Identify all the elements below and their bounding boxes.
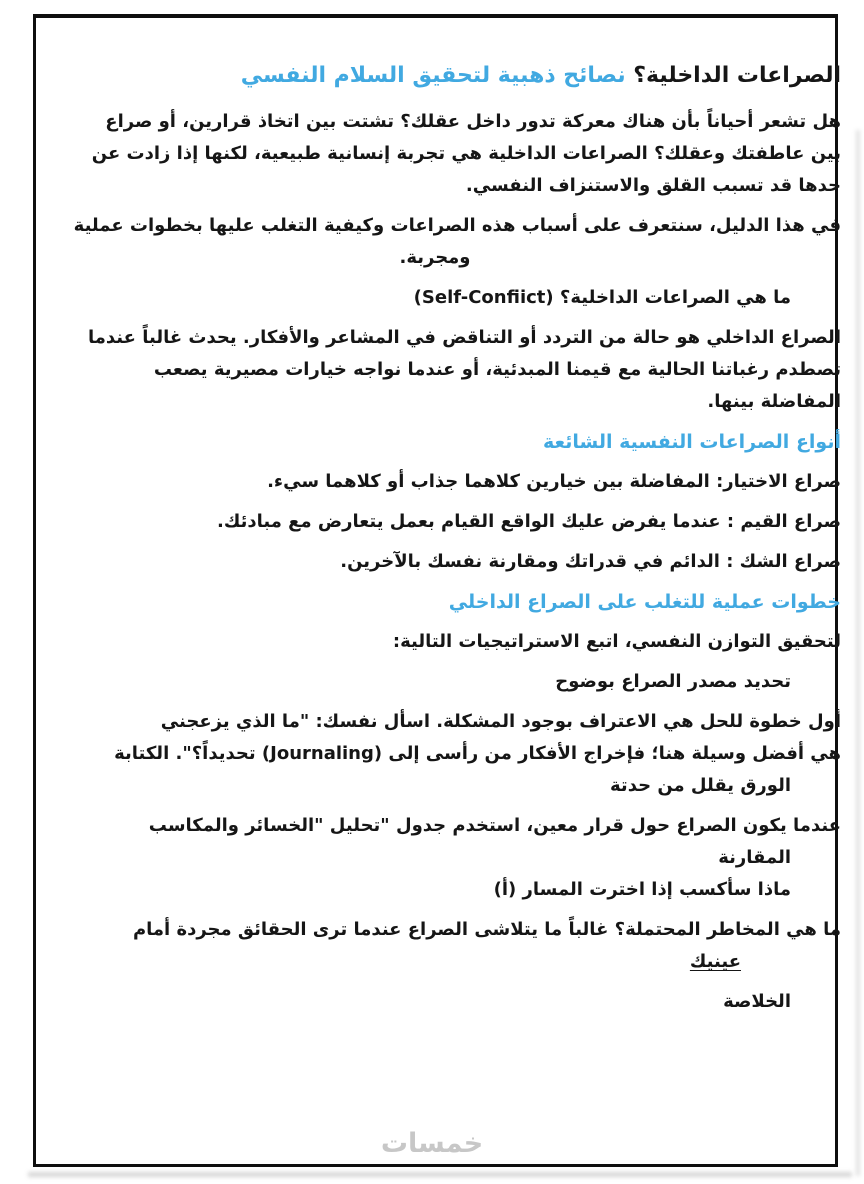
types-heading (29, 426, 841, 458)
step-identify-source-line-1: تحديد مصدر الصراع بوضوح (555, 671, 791, 692)
analysis-paragraph-line-3: ماذا سأكسب إذا اخترت المسار (أ) (493, 879, 791, 900)
types-heading-line-1: أنواع الصراعات النفسية الشائعة (543, 431, 841, 453)
analysis-paragraph-line-1: عندما يكون الصراع حول قرار معين، استخدم جدول "تحليل "الخسائر والمكاسب (148, 815, 841, 836)
page-title (29, 56, 841, 96)
journaling-paragraph (29, 706, 841, 802)
page-shadow-right (856, 130, 860, 1176)
conflict-type-choice-line-1: صراع الاختيار: المفاضلة بين خيارين كلاهما جذاب أو كلاهما سيء. (267, 471, 841, 492)
definition-paragraph-line-3: المفاضلة بينها. (707, 391, 841, 412)
definition-paragraph-line-2: تصطدم رغباتنا الحالية مع قيمنا المبدئية، أو عندما نواجه خيارات مصيرية يصعب (153, 359, 841, 380)
document-flow (29, 106, 841, 1018)
journaling-paragraph-line-3: الورق يقلل من حدتة (610, 775, 791, 796)
definition-question-line-1: ما هي الصراعات الداخلية؟ (Self-Confiict) (413, 287, 791, 308)
analysis-paragraph (29, 810, 841, 906)
journaling-paragraph-line-1: أول خطوة للحل هي الاعتراف بوجود المشكلة. اسأل نفسك: "ما الذي يزعجني (160, 711, 841, 732)
summary-line-line-1: الخلاصة (723, 991, 791, 1012)
definition-question (29, 282, 841, 314)
conflict-type-doubt-line-1: صراع الشك : الدائم في قدراتك ومقارنة نفسك بالآخرين. (340, 551, 841, 572)
conflict-type-values (29, 506, 841, 538)
summary-line (29, 986, 841, 1018)
guide-paragraph-line-1: في هذا الدليل، سنتعرف على أسباب هذه الصراعات وكيفية التغلب عليها بخطوات عملية (73, 215, 841, 236)
journaling-paragraph-line-2: هي أفضل وسيلة هنا؛ فإخراج الأفكار من رأسى إلى (Journaling) تحديداً؟". الكتابة (114, 743, 841, 764)
intro-paragraph (29, 106, 841, 202)
risks-paragraph-line-1: ما هي المخاطر المحتملة؟ غالباً ما يتلاشى الصراع عندما ترى الحقائق مجردة أمام (132, 919, 841, 940)
watermark: خمسات (380, 1128, 484, 1159)
steps-heading (29, 586, 841, 618)
strategies-intro-line-1: لتحقيق التوازن النفسي، اتبع الاستراتيجيات التالية: (392, 631, 841, 652)
definition-paragraph-line-1: الصراع الداخلي هو حالة من التردد أو التناقض في المشاعر والأفكار. يحدث غالباً عندما (88, 327, 841, 348)
risks-paragraph-line-2: عينيك (689, 951, 741, 972)
intro-paragraph-line-1: هل تشعر أحياناً بأن هناك معركة تدور داخل عقلك؟ تشتت بين اتخاذ قرارين، أو صراع (105, 111, 841, 132)
step-identify-source (29, 666, 841, 698)
risks-paragraph (29, 914, 841, 978)
definition-paragraph (29, 322, 841, 418)
guide-paragraph-line-2: ومجربة. (399, 247, 471, 268)
guide-paragraph (29, 210, 841, 274)
conflict-type-values-line-1: صراع القيم : عندما يفرض عليك الواقع القيام بعمل يتعارض مع مبادئك. (217, 511, 841, 532)
conflict-type-choice (29, 466, 841, 498)
intro-paragraph-line-3: حدها قد تسبب القلق والاستنزاف النفسي. (465, 175, 841, 196)
page-title-black-part: الصراعات الداخلية؟ (633, 63, 841, 88)
intro-paragraph-line-2: بين عاطفتك وعقلك؟ الصراعات الداخلية هي تجربة إنسانية طبيعية، لكنها إذا زادت عن (91, 143, 841, 164)
strategies-intro (29, 626, 841, 658)
conflict-type-doubt (29, 546, 841, 578)
analysis-paragraph-line-2: المقارنة (718, 847, 791, 868)
page-title-blue-part: نصائح ذهبية لتحقيق السلام النفسي (240, 63, 626, 88)
page-shadow-bottom (28, 1172, 852, 1177)
steps-heading-line-1: خطوات عملية للتغلب على الصراع الداخلي (448, 591, 841, 613)
